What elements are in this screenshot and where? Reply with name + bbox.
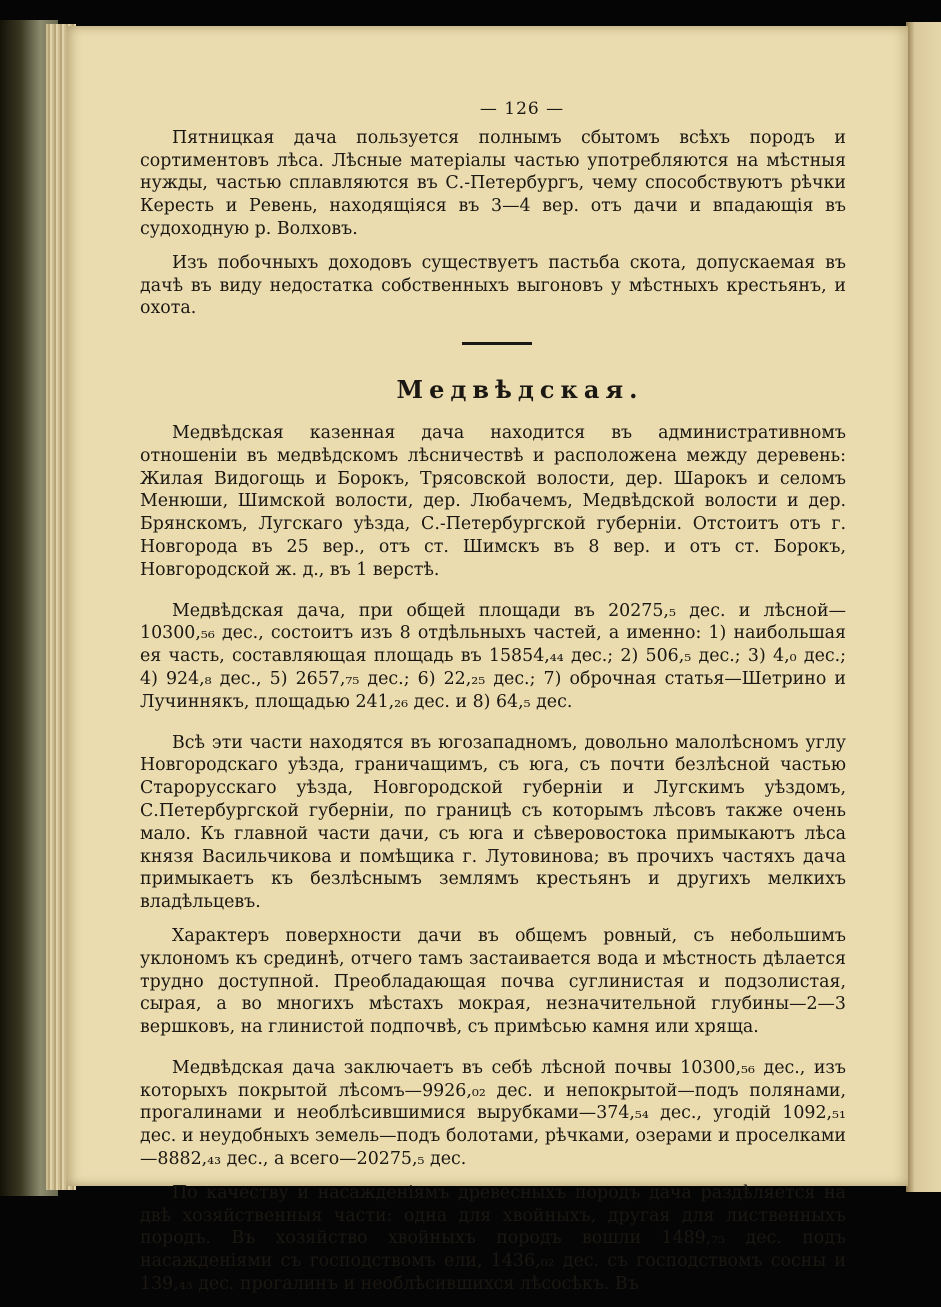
paragraph: Медвѣдская дача заключаетъ въ себѣ лѣсной почвы 10300,₅₆ дес., изъ которыхъ покрытой лѣсомъ—9926,₀₂ дес. и непокрытой—подъ полянами, прогалинами и необлѣсившимися вырубками—374,₅₄ дес., угодій 1092,₅₁ дес. и неудобныхъ земель—подъ болотами, рѣчками, озерами и проселками—8882,₄₃ дес., а всего—20275,₅ дес.	[140, 1057, 846, 1170]
paragraph: Пятницкая дача пользуется полнымъ сбытомъ всѣхъ породъ и сортиментовъ лѣса. Лѣсные матеріалы частью употребляются на мѣстныя нужды, частью сплавляются въ С.-Петербургъ, чему способствуютъ рѣчки Кересть и Ревень, находящіяся въ 3—4 вер. отъ дачи и впадающія въ судоходную р. Волховъ.	[140, 127, 846, 239]
paragraph: Изъ побочныхъ доходовъ существуетъ пастьба скота, допускаемая въ дачѣ въ виду недостатка собственныхъ выгоновъ у мѣстныхъ крестьянъ, и охота.	[140, 252, 846, 319]
page-text	[140, 98, 846, 1307]
paragraph: Характеръ поверхности дачи въ общемъ ровный, съ небольшимъ уклономъ къ срединѣ, отчего тамъ застаивается вода и мѣстность дѣлается трудно доступной. Преобладающая почва суглинистая и подзолистая, сырая, а во многихъ мѣстахъ мокрая, незначительной глубины—2—3 вершковъ, на глинистой подпочвѣ, съ примѣсью камня или хряща.	[140, 925, 846, 1038]
section-divider	[462, 342, 532, 345]
paragraph: Медвѣдская дача, при общей площади въ 20275,₅ дес. и лѣсной—10300,₅₆ дес., состоитъ изъ 8 отдѣльныхъ частей, а именно: 1) наибольшая ея часть, составляющая площадь въ 15854,₄₄ дес.; 2) 506,₅ дес.; 3) 4,₀ дес.; 4) 924,₈ дес., 5) 2657,₇₅ дес.; 6) 22,₂₅ дес.; 7) оброчная статья—Шетрино и Лучиннякъ, площадью 241,₂₆ дес. и 8) 64,₅ дес.	[140, 600, 846, 712]
page-number: — 126 —	[479, 99, 565, 119]
section-title: Медвѣдская.	[396, 375, 644, 405]
facing-page-edge	[906, 22, 941, 1192]
paragraph: Всѣ эти части находятся въ югозападномъ, довольно малолѣсномъ углу Новгородскаго уѣзда, граничащимъ, съ юга, съ почти безлѣсной частью Старорусскаго уѣзда, Новгородской губерніи и Лугскимъ уѣздомъ, С.Петербургской губерніи, по границѣ съ которымъ лѣсовъ также очень мало. Къ главной части дачи, съ юга и сѣверовостока примыкаютъ лѣса князя Васильчикова и помѣщика г. Лутовинова; въ прочихъ частяхъ дача примыкаетъ къ безлѣснымъ землямъ крестьянъ и другихъ мелкихъ владѣльцевъ.	[140, 732, 846, 913]
paragraph: По качеству и насажденіямъ древесныхъ породъ дача раздѣляется на двѣ хозяйственныя части: одна для хвойныхъ, другая для лиственныхъ породъ. Въ хозяйство хвойныхъ породъ вошли 1489,₇₅ дес. подъ насажденіями съ господствомъ ели, 1436,₀₂ дес. съ господствомъ сосны и 139,₄₃ дес. прогалинъ и необлѣсившихся лѣсосѣкъ. Въ	[140, 1182, 846, 1295]
paragraph: Медвѣдская казенная дача находится въ административномъ отношеніи въ медвѣдскомъ лѣсничествѣ и расположена между деревень: Жилая Видогощь и Борокъ, Трясовской волости, дер. Шарокъ и селомъ Менюши, Шимской волости, дер. Любачемъ, Медвѣдской волости и дер. Брянскомъ, Лугскаго уѣзда, С.-Петербургской губерніи. Отстоитъ отъ г. Новгорода въ 25 вер., отъ ст. Шимскъ въ 8 вер. и отъ ст. Борокъ, Новгородской ж. д., въ 1 верстѣ.	[140, 422, 846, 580]
